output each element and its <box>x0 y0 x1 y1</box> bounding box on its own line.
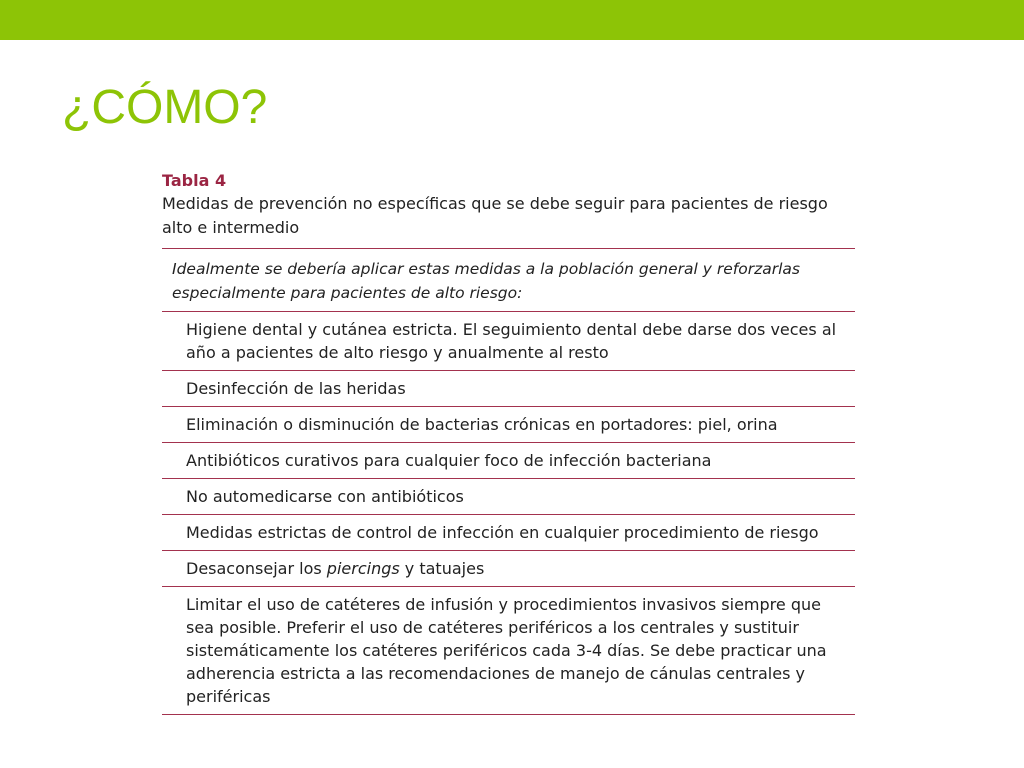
table-row: Higiene dental y cutánea estricta. El seguimiento dental debe darse dos veces al año a pacientes de alto riesgo y anualmente al resto <box>162 312 855 371</box>
table-row: Limitar el uso de catéteres de infusión y procedimientos invasivos siempre que sea posible. Preferir el uso de catéteres periféricos a los centrales y sustituir sistemáticamente los catéteres periféricos cada 3-4 días. Se debe practicar una adherencia estricta a las recomendaciones de manejo de cánulas centrales y periféricas <box>162 587 855 715</box>
row-text-after: y tatuajes <box>404 559 485 578</box>
prevention-table <box>162 168 855 715</box>
table-label: Tabla 4 <box>162 171 227 190</box>
table-row: Desinfección de las heridas <box>162 371 855 407</box>
table-row: No automedicarse con antibióticos <box>162 479 855 515</box>
table-row: Medidas estrictas de control de infección en cualquier procedimiento de riesgo <box>162 515 855 551</box>
table-intro: Idealmente se debería aplicar estas medidas a la población general y reforzarlas especialmente para pacientes de alto riesgo: <box>162 249 855 312</box>
slide-title: ¿CÓMO? <box>62 81 268 134</box>
table-row: Eliminación o disminución de bacterias crónicas en portadores: piel, orina <box>162 407 855 443</box>
table-caption: Medidas de prevención no específicas que se debe seguir para pacientes de riesgo alto e intermedio <box>162 194 828 237</box>
table-row <box>162 551 855 587</box>
table-row: Antibióticos curativos para cualquier foco de infección bacteriana <box>162 443 855 479</box>
table-rows <box>162 248 855 715</box>
row-text-before: Desaconsejar los <box>186 559 322 578</box>
row-text-emphasis: piercings <box>326 559 400 578</box>
top-accent-bar <box>0 0 1024 40</box>
